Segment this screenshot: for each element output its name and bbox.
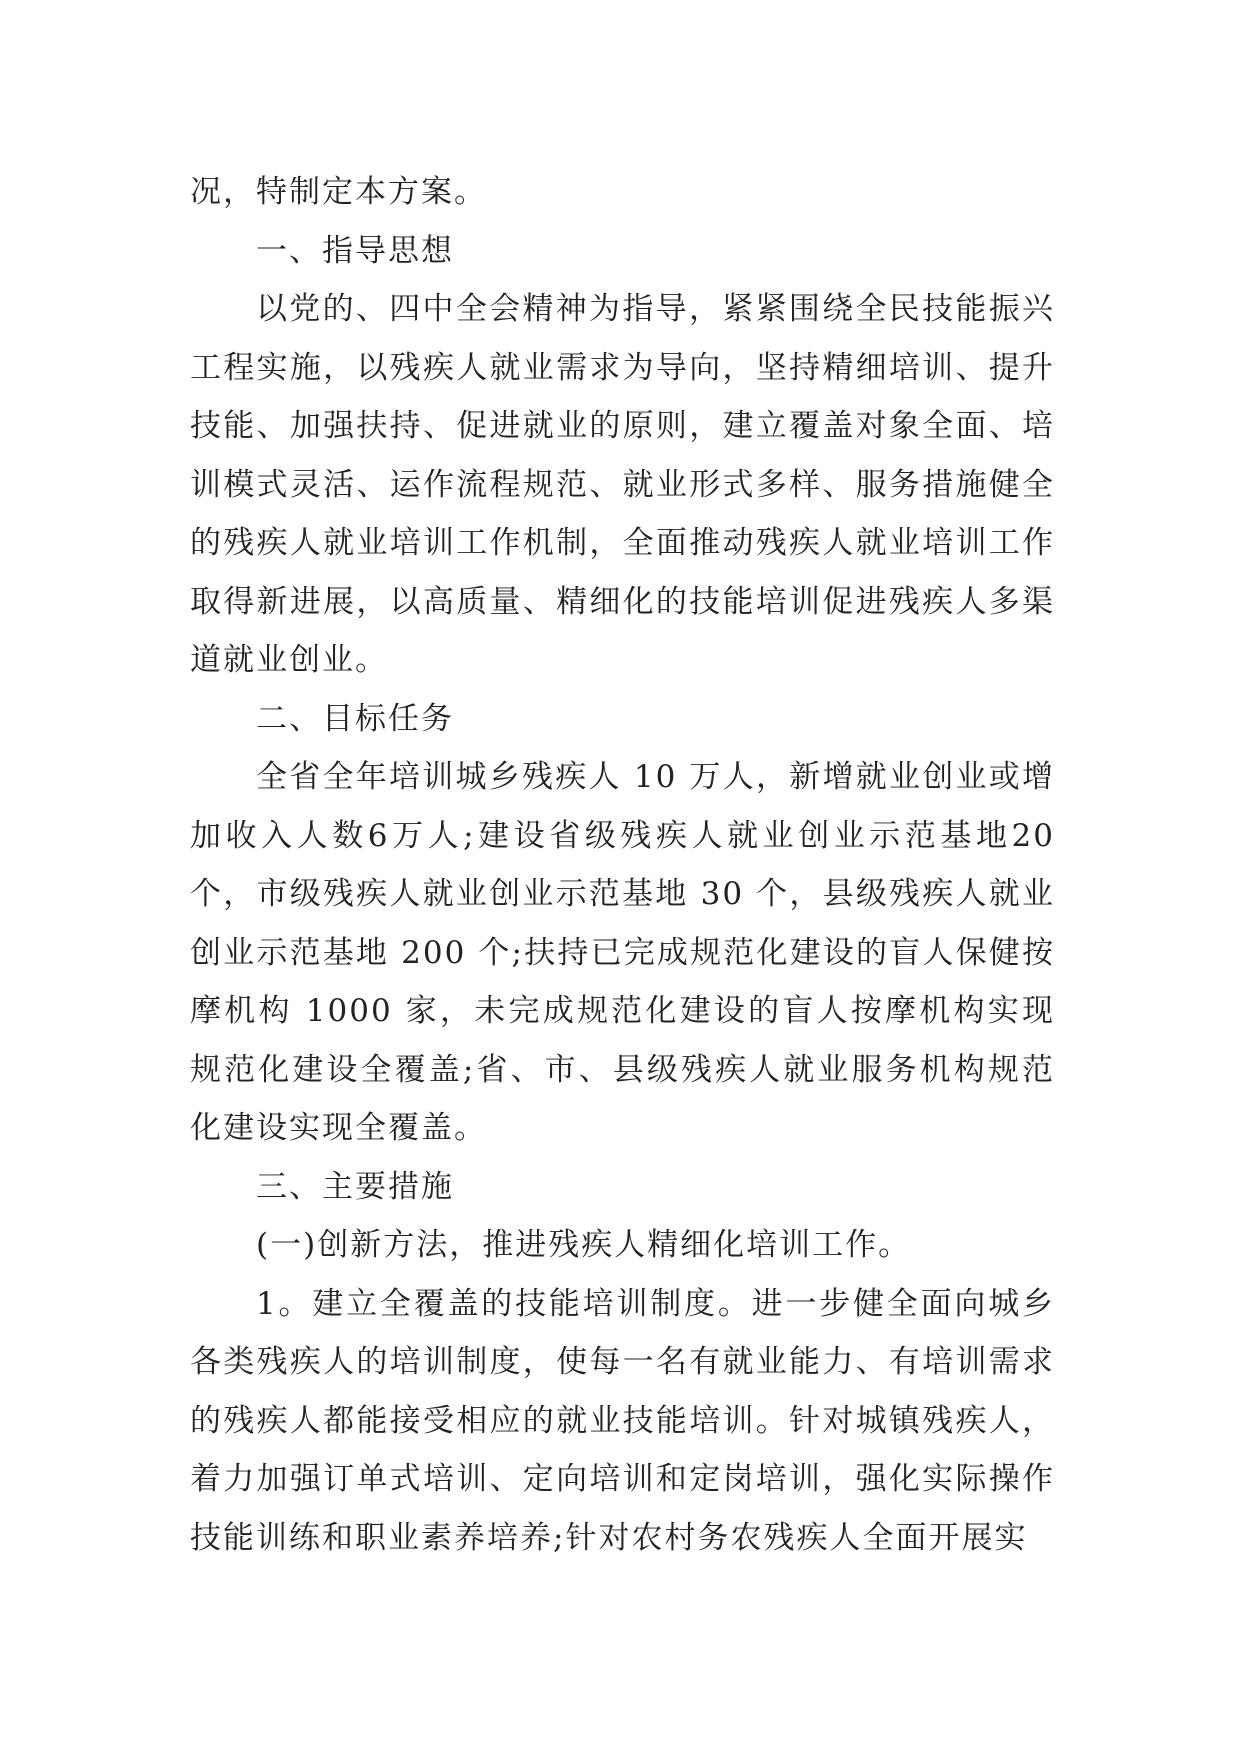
section-heading-goals: 二、目标任务 [256,700,454,737]
section-heading-guiding-ideology: 一、指导思想 [256,232,454,269]
paragraph-guiding-ideology: 以党的、四中全会精神为指导，紧紧围绕全民技能振兴工程实施，以残疾人就业需求为导向，坚持精细培训、提升技能、加强扶持、促进就业的原则，建立覆盖对象全面、培训模式灵活、运作流程规范、就业形式多样、服务措施健全的残疾人就业培训工作机制，全面推动残疾人就业培训工作取得新进展，以高质量、精细化的技能培训促进残疾人多渠道就业创业。 [190,291,1055,678]
paragraph-training-system: 1。建立全覆盖的技能培训制度。进一步健全面向城乡各类残疾人的培训制度，使每一名有就业能力、有培训需求的残疾人都能接受相应的就业技能培训。针对城镇残疾人，着力加强订单式培训、定向培训和定岗培训，强化实际操作技能训练和职业素养培养;针对农村务农残疾人全面开展实 [190,1285,1055,1556]
paragraph-continuation: 况，特制定本方案。 [190,174,487,210]
subsection-heading-innovation: (一)创新方法，推进残疾人精细化培训工作。 [256,1227,912,1263]
document-body [190,163,1055,1567]
section-heading-main-measures: 三、主要措施 [256,1168,454,1205]
paragraph-goals: 全省全年培训城乡残疾人 10 万人，新增就业创业或增加收入人数6万人;建设省级残疾人就业创业示范基地20个，市级残疾人就业创业示范基地 30 个，县级残疾人就业创业示范基地 200 个;扶持已完成规范化建设的盲人保健按摩机构 1000 家，未完成规范化建设的盲人按摩机构实现规范化建设全覆盖;省、市、县级残疾人就业服务机构规范化建设实现全覆盖。 [190,759,1055,1146]
